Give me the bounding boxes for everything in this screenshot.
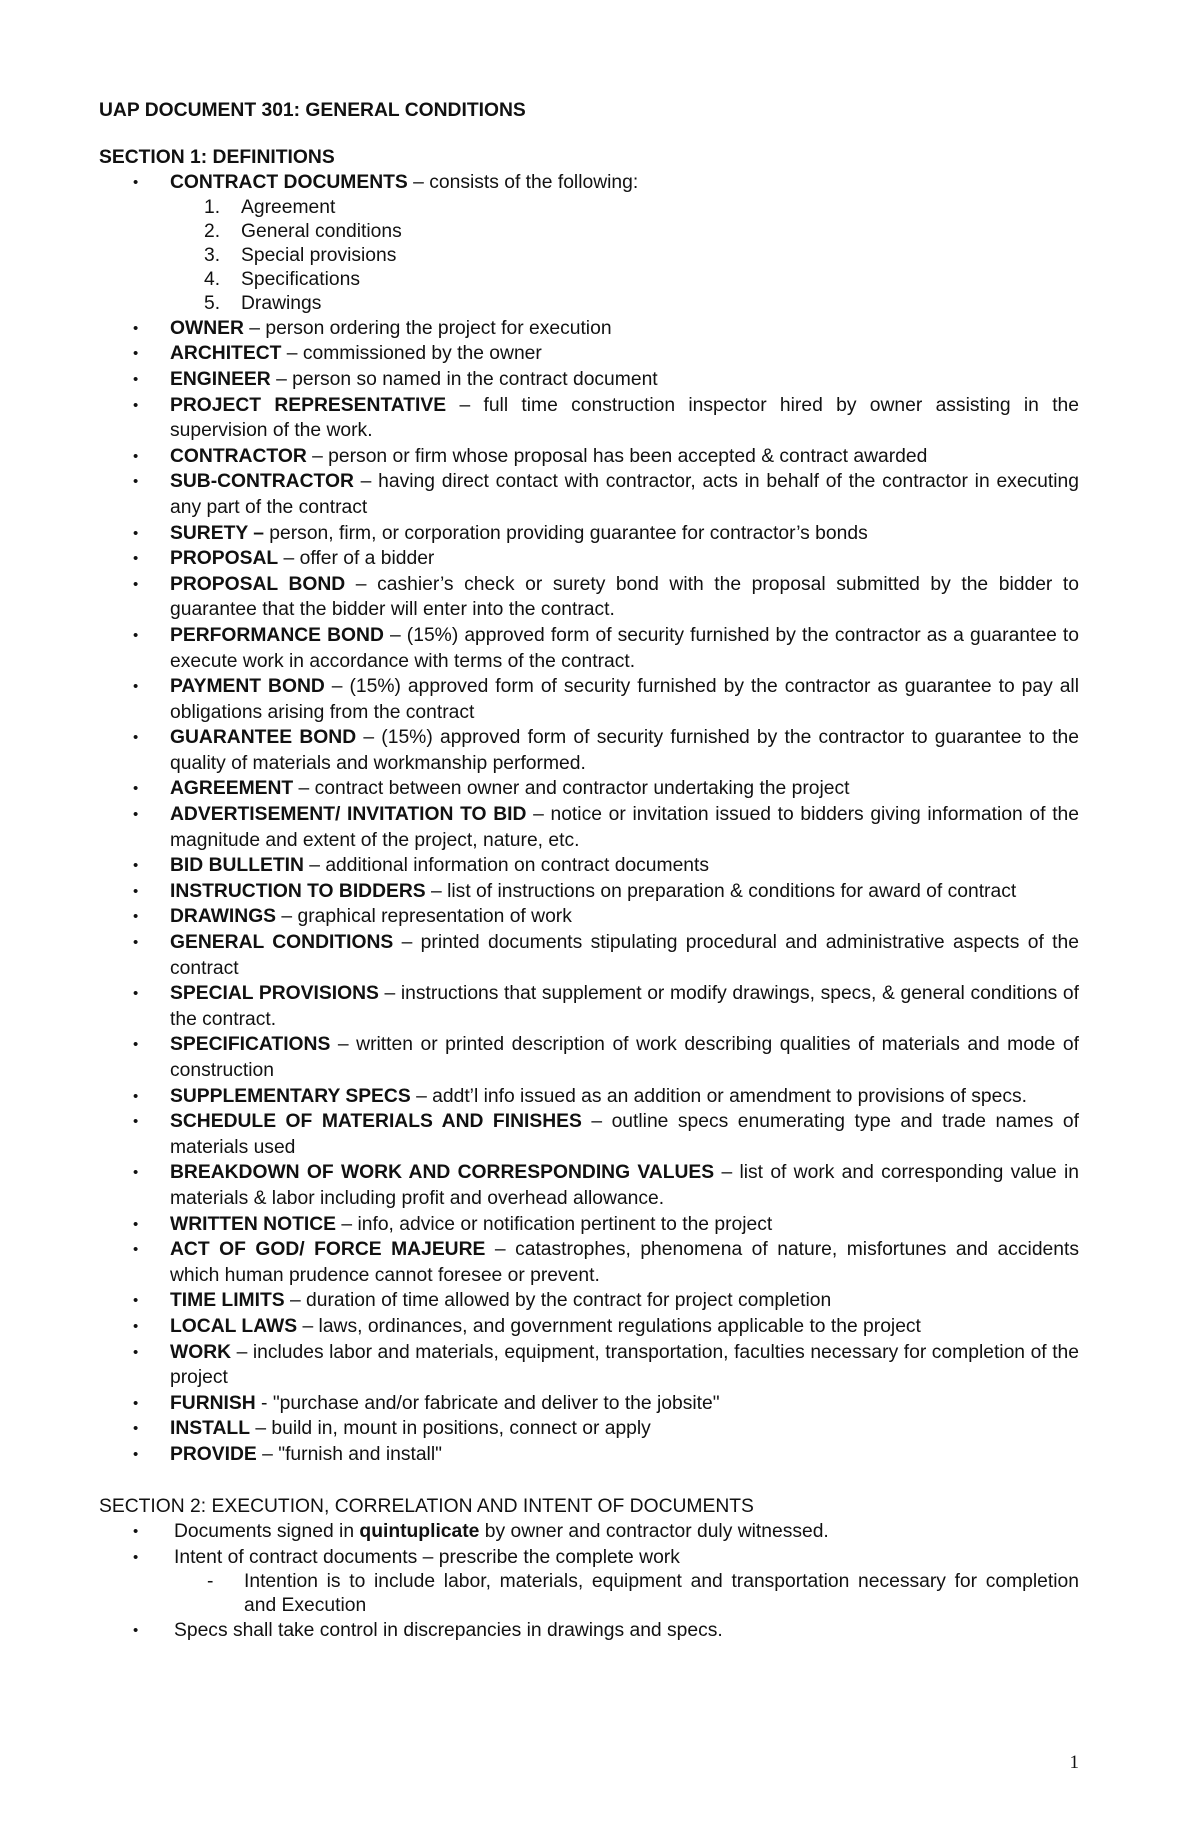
definition-term: BID BULLETIN [170, 855, 304, 877]
definition-item [99, 1288, 1079, 1314]
definition-term: BREAKDOWN OF WORK AND CORRESPONDING VALUES [170, 1162, 715, 1184]
section-2-heading: SECTION 2: EXECUTION, CORRELATION AND INTENT OF DOCUMENTS [99, 1495, 754, 1517]
definition-text: – having direct contact with contractor, acts in behalf of the contractor in executing any part of the contract [170, 471, 1079, 518]
item-text: by owner and contractor duly witnessed. [479, 1521, 829, 1543]
definition-item [99, 521, 1079, 547]
bullet-icon: • [133, 1292, 139, 1310]
definition-term: ADVERTISEMENT/ INVITATION TO BID [170, 804, 527, 826]
definition-text: – duration of time allowed by the contract for project completion [284, 1290, 832, 1312]
definition-item [99, 1391, 1079, 1417]
definition-text: – list of instructions on preparation & conditions for award of contract [425, 880, 1017, 902]
bullet-icon: • [133, 1164, 139, 1182]
definition-item [99, 469, 1079, 520]
definition-item [99, 1160, 1079, 1211]
bullet-icon: • [133, 575, 139, 593]
definition-text: – "furnish and install" [256, 1443, 442, 1465]
definition-item [99, 623, 1079, 674]
section-2-list-continued [99, 1618, 1079, 1644]
bullet-icon: • [133, 1087, 139, 1105]
definition-text: – full time construction inspector hired by owner assisting in the supervision of the work. [170, 394, 1079, 442]
definition-text: – offer of a bidder [278, 548, 435, 570]
definition-term: TIME LIMITS [170, 1290, 285, 1312]
definition-text: person, firm, or corporation providing guarantee for contractor’s bonds [263, 522, 868, 544]
bullet-icon: • [133, 473, 139, 491]
definition-text: – outline specs enumerating type and trade names of materials used [170, 1111, 1079, 1158]
definition-item [99, 981, 1079, 1032]
definition-text: – includes labor and materials, equipment, transportation, faculties necessary for completion of the project [170, 1341, 1079, 1389]
definition-item [99, 1237, 1079, 1288]
definition-term: FURNISH [170, 1392, 256, 1414]
definition-text: – laws, ordinances, and government regulations applicable to the project [297, 1315, 921, 1337]
bullet-icon: • [133, 345, 139, 363]
definition-item [99, 367, 1079, 393]
definition-term: OWNER [170, 317, 244, 339]
definitions-list-continued [99, 316, 1079, 1468]
document-title: UAP DOCUMENT 301: GENERAL CONDITIONS [99, 100, 526, 121]
item-text: Intention is to include labor, materials, equipment and transportation necessary for completion and Execution [244, 1571, 1079, 1617]
definition-item [99, 1084, 1079, 1110]
list-number: 5. [204, 292, 221, 314]
contract-documents-list [99, 196, 1079, 316]
definition-text: – commissioned by the owner [281, 343, 542, 365]
bullet-icon: • [133, 729, 139, 747]
list-number: 3. [204, 244, 221, 266]
definition-term: CONTRACT DOCUMENTS [170, 172, 408, 194]
definition-item [99, 1340, 1079, 1391]
contract-documents-list-item [99, 196, 1079, 220]
definition-term: SURETY – [170, 522, 264, 544]
bullet-icon: • [133, 908, 139, 926]
definition-text: – list of work and corresponding value in materials & labor including profit and overhead allowance. [170, 1162, 1079, 1209]
definition-item [99, 904, 1079, 930]
definition-term: PAYMENT BOND [170, 676, 325, 698]
definition-text: – (15%) approved form of security furnished by the contractor as guarantee to pay all obligations arising from the contract [170, 676, 1079, 723]
definition-item [99, 341, 1079, 367]
bullet-icon: • [133, 1523, 139, 1541]
page-number: 1 [1069, 1752, 1079, 1773]
definition-text: – addt’l info issued as an addition or amendment to provisions of specs. [410, 1085, 1028, 1107]
bullet-icon: • [133, 626, 139, 644]
definition-term: PROPOSAL BOND [170, 573, 346, 595]
definition-item [99, 725, 1079, 776]
definition-item [99, 444, 1079, 470]
definition-term: GENERAL CONDITIONS [170, 932, 394, 954]
bullet-icon: • [133, 1622, 139, 1640]
definition-item [99, 572, 1079, 623]
definition-term: SUB-CONTRACTOR [170, 471, 354, 493]
definition-text: – person or firm whose proposal has been accepted & contract awarded [306, 445, 928, 467]
contract-documents-list-item [99, 244, 1079, 268]
definition-text: – person so named in the contract document [270, 368, 658, 390]
definition-item [99, 316, 1079, 342]
section-2-sub-item [99, 1570, 1079, 1618]
definition-text: – catastrophes, phenomena of nature, misfortunes and accidents which human prudence cannot foresee or prevent. [170, 1239, 1079, 1286]
definition-text: – notice or invitation issued to bidders giving information of the magnitude and extent of the project, nature, etc. [170, 804, 1079, 851]
bullet-icon: • [133, 1394, 139, 1412]
bullet-icon: • [133, 882, 139, 900]
bullet-icon: • [133, 370, 139, 388]
definition-term: AGREEMENT [170, 778, 294, 800]
definition-term: PROPOSAL [170, 548, 279, 570]
contract-documents-list-item [99, 268, 1079, 292]
definition-text: – instructions that supplement or modify drawings, specs, & general conditions of the contract. [170, 983, 1079, 1030]
definition-text: – additional information on contract documents [303, 855, 710, 877]
definition-term: SPECIFICATIONS [170, 1034, 331, 1056]
definition-term: PERFORMANCE BOND [170, 624, 384, 646]
definition-text: – consists of the following: [407, 172, 639, 194]
list-item-text: Drawings [241, 292, 322, 314]
definition-term: WORK [170, 1341, 232, 1363]
definition-text: – (15%) approved form of security furnished by the contractor as a guarantee to execute work in accordance with terms of the contract. [170, 624, 1079, 672]
definition-term: PROVIDE [170, 1443, 257, 1465]
definition-text: – person ordering the project for execution [243, 317, 612, 339]
section-2-item [99, 1545, 1079, 1571]
bullet-icon: • [133, 524, 139, 542]
bullet-icon: • [133, 1420, 139, 1438]
definition-text: – contract between owner and contractor undertaking the project [293, 778, 850, 800]
bullet-icon: • [133, 806, 139, 824]
definition-item [99, 853, 1079, 879]
definition-term: SPECIAL PROVISIONS [170, 983, 379, 1005]
definition-item [99, 1314, 1079, 1340]
bullet-icon: • [133, 319, 139, 337]
bullet-icon: • [133, 550, 139, 568]
definitions-list [99, 170, 1079, 196]
definition-text: – (15%) approved form of security furnished by the contractor to guarantee to the quality of materials and workmanship performed. [170, 727, 1079, 774]
item-emphasis: quintuplicate [359, 1521, 480, 1543]
document-page [99, 98, 1079, 1644]
item-text: Documents signed in [174, 1521, 360, 1543]
definition-term: ACT OF GOD/ FORCE MAJEURE [170, 1239, 486, 1261]
definition-text: - "purchase and/or fabricate and deliver to the jobsite" [255, 1392, 720, 1414]
definition-item [99, 776, 1079, 802]
definition-text: – graphical representation of work [276, 906, 572, 928]
bullet-icon: • [133, 1343, 139, 1361]
item-text: Specs shall take control in discrepancies in drawings and specs. [174, 1620, 723, 1642]
contract-documents-list-item [99, 292, 1079, 316]
definition-term: DRAWINGS [170, 906, 277, 928]
list-item-text: Special provisions [241, 244, 397, 266]
section-2-sub-list [99, 1570, 1079, 1618]
definition-term: CONTRACTOR [170, 445, 307, 467]
definition-term: WRITTEN NOTICE [170, 1213, 337, 1235]
contract-documents-list-item [99, 220, 1079, 244]
section-2-list [99, 1519, 1079, 1570]
bullet-icon: • [133, 678, 139, 696]
definition-text: – printed documents stipulating procedural and administrative aspects of the contract [170, 932, 1079, 979]
item-text: Intent of contract documents – prescribe the complete work [174, 1546, 680, 1568]
definition-term: ARCHITECT [170, 343, 282, 365]
definition-item [99, 1442, 1079, 1468]
bullet-icon: • [133, 1548, 139, 1566]
definition-item [99, 1109, 1079, 1160]
definition-item [99, 1032, 1079, 1083]
definition-item [99, 1212, 1079, 1238]
definition-text: – written or printed description of work describing qualities of materials and mode of construction [170, 1034, 1079, 1081]
bullet-icon: • [133, 1215, 139, 1233]
bullet-icon: • [133, 1036, 139, 1054]
bullet-icon: • [133, 174, 139, 192]
definition-term: INSTALL [170, 1418, 250, 1440]
bullet-icon: • [133, 1317, 139, 1335]
definition-term: PROJECT REPRESENTATIVE [170, 394, 447, 416]
bullet-icon: • [133, 1241, 139, 1259]
list-number: 2. [204, 220, 221, 242]
definition-item [99, 546, 1079, 572]
definition-text: – cashier’s check or surety bond with the proposal submitted by the bidder to guarantee that the bidder will enter into the contract. [170, 573, 1079, 621]
list-number: 4. [204, 268, 221, 290]
bullet-icon: • [133, 396, 139, 414]
definition-item [99, 879, 1079, 905]
bullet-icon: • [133, 1445, 139, 1463]
definition-contract-documents [99, 170, 1079, 196]
list-item-text: Agreement [241, 196, 336, 218]
list-number: 1. [204, 196, 221, 218]
definition-term: SCHEDULE OF MATERIALS AND FINISHES [170, 1111, 582, 1133]
list-item-text: Specifications [241, 268, 360, 290]
definition-term: INSTRUCTION TO BIDDERS [170, 880, 426, 902]
dash-marker: - [207, 1571, 214, 1593]
bullet-icon: • [133, 934, 139, 952]
definition-text: – info, advice or notification pertinent to the project [336, 1213, 773, 1235]
bullet-icon: • [133, 447, 139, 465]
definition-term: ENGINEER [170, 368, 271, 390]
definition-term: GUARANTEE BOND [170, 727, 357, 749]
definition-item [99, 802, 1079, 853]
definition-term: LOCAL LAWS [170, 1315, 298, 1337]
bullet-icon: • [133, 985, 139, 1003]
bullet-icon: • [133, 1113, 139, 1131]
definition-item [99, 393, 1079, 444]
definition-text: – build in, mount in positions, connect or apply [249, 1418, 651, 1440]
definition-item [99, 1416, 1079, 1442]
definition-term: SUPPLEMENTARY SPECS [170, 1085, 411, 1107]
bullet-icon: • [133, 857, 139, 875]
list-item-text: General conditions [241, 220, 402, 242]
section-2-item [99, 1519, 1079, 1545]
definition-item [99, 930, 1079, 981]
section-2-item [99, 1618, 1079, 1644]
section-1-heading: SECTION 1: DEFINITIONS [99, 146, 335, 168]
bullet-icon: • [133, 780, 139, 798]
definition-item [99, 674, 1079, 725]
